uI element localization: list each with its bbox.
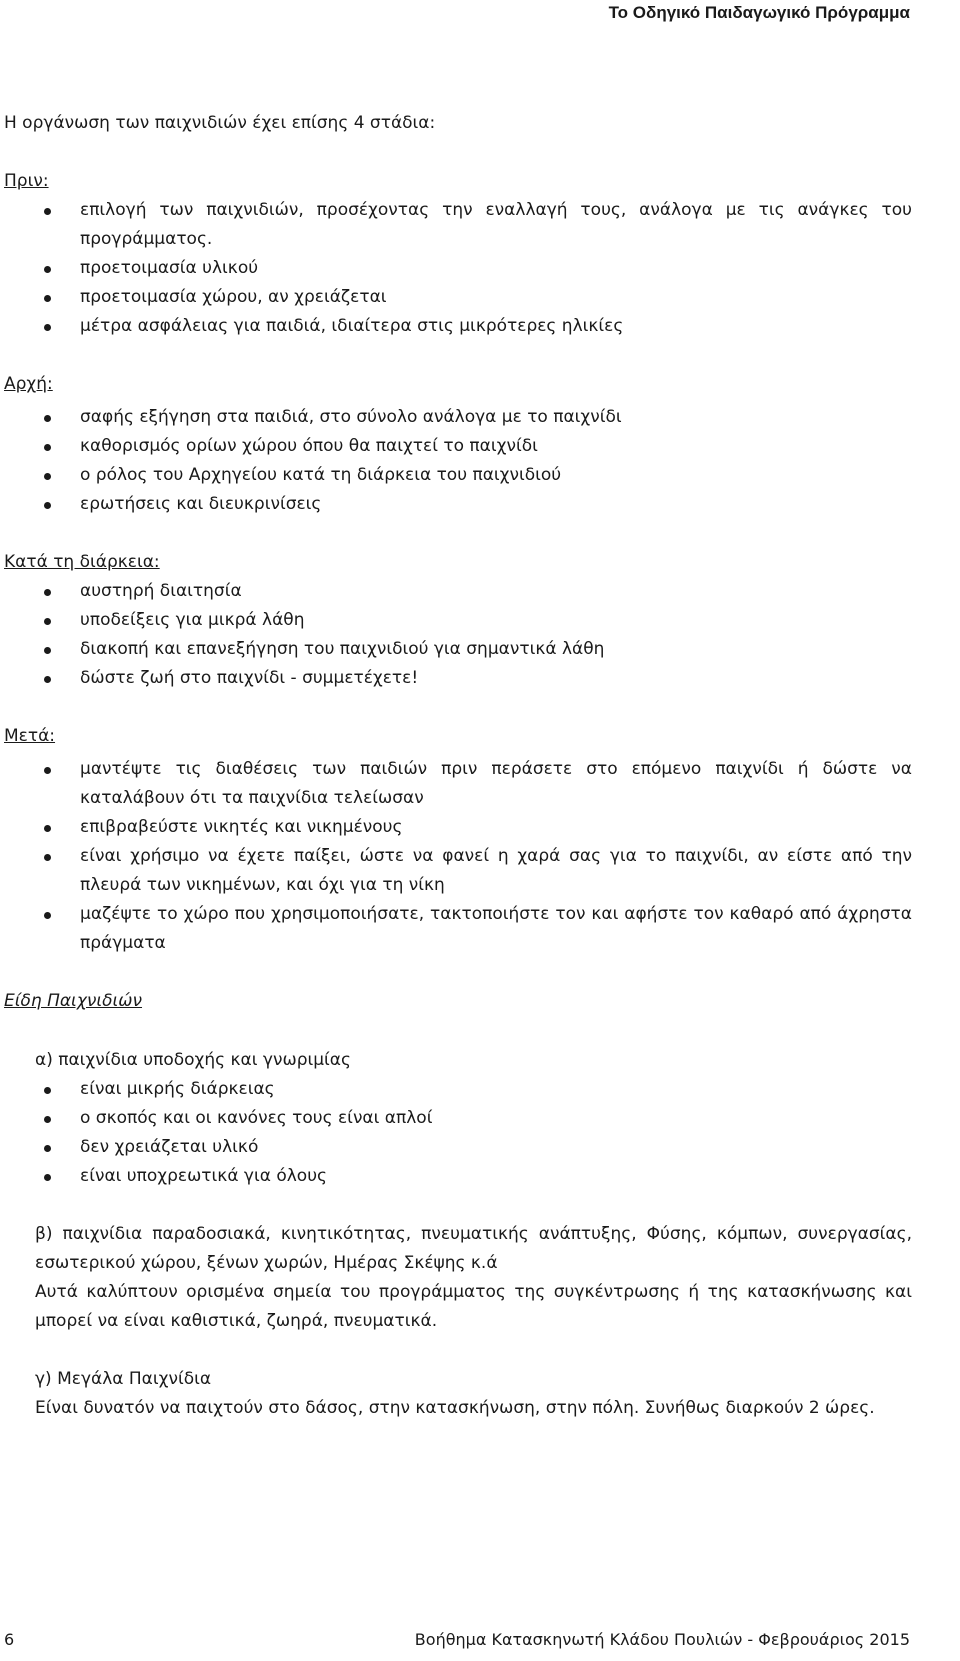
list-item: διακοπή και επανεξήγηση του παιχνιδιού για σημαντικά λάθη (4, 635, 912, 664)
type-b-text: β) παιχνίδια παραδοσιακά, κινητικότητας, πνευματικής ανάπτυξης, Φύσης, κόμπων, συνεργασίας, εσωτερικού χώρου, ξένων χωρών, Ημέρας Σκέψης κ.ά (35, 1224, 912, 1273)
list-item: μαζέψτε το χώρο που χρησιμοποιήσατε, τακτοποιήστε τον και αφήστε τον καθαρό από άχρηστα πράγματα (4, 900, 912, 958)
bullet-icon (44, 767, 51, 774)
game-types-heading: Είδη Παιχνιδιών (4, 991, 143, 1011)
bullet-icon (44, 676, 51, 683)
bullet-icon (44, 266, 51, 273)
type-c-block (4, 1365, 912, 1423)
page-header-title: Το Οδηγικό Παιδαγωγικό Πρόγραμμα (608, 3, 910, 22)
type-a-list (4, 1075, 912, 1191)
type-b-description: Αυτά καλύπτουν ορισμένα σημεία του προγράμματος της συγκέντρωσης ή της κατασκήνωσης και μπορεί να είναι καθιστικά, ζωηρά, πνευματικά. (35, 1282, 912, 1331)
bullet-icon (44, 912, 51, 919)
list-item: ο ρόλος του Αρχηγείου κατά τη διάρκεια του παιχνιδιού (4, 461, 912, 490)
document-body (4, 109, 912, 1423)
list-item: δεν χρειάζεται υλικό (4, 1133, 912, 1162)
bullet-icon (44, 415, 51, 422)
list-item: μαντέψτε τις διαθέσεις των παιδιών πριν περάσετε στο επόμενο παιχνίδι ή δώστε να καταλάβουν ότι τα παιχνίδια τελείωσαν (4, 755, 912, 813)
list-item: καθορισμός ορίων χώρου όπου θα παιχτεί το παιχνίδι (4, 432, 912, 461)
list-item: είναι υποχρεωτικά για όλους (4, 1162, 912, 1191)
type-c-description: Είναι δυνατόν να παιχτούν στο δάσος, στην κατασκήνωση, στην πόλη. Συνήθως διαρκούν 2 ώρες. (35, 1398, 875, 1418)
bullet-icon (44, 618, 51, 625)
list-item: επιβραβεύστε νικητές και νικημένους (4, 813, 912, 842)
stage-start-list (4, 403, 912, 519)
bullet-icon (44, 502, 51, 509)
bullet-icon (44, 825, 51, 832)
bullet-icon (44, 1145, 51, 1152)
bullet-icon (44, 854, 51, 861)
list-item: υποδείξεις για μικρά λάθη (4, 606, 912, 635)
stage-before-list (4, 196, 912, 341)
stage-during-list (4, 577, 912, 693)
stage-after-heading: Μετά: (4, 726, 56, 746)
list-item: δώστε ζωή στο παιχνίδι - συμμετέχετε! (4, 664, 912, 693)
footer-title: Βοήθημα Κατασκηνωτή Κλάδου Πουλιών - Φεβρουάριος 2015 (414, 1630, 910, 1649)
stage-start-heading: Αρχή: (4, 374, 53, 394)
bullet-icon (44, 1116, 51, 1123)
type-b-block (4, 1220, 912, 1336)
list-item: σαφής εξήγηση στα παιδιά, στο σύνολο ανάλογα με το παιχνίδι (4, 403, 912, 432)
bullet-icon (44, 444, 51, 451)
bullet-icon (44, 1174, 51, 1181)
bullet-icon (44, 473, 51, 480)
list-item: μέτρα ασφάλειας για παιδιά, ιδιαίτερα στις μικρότερες ηλικίες (4, 312, 912, 341)
list-item: αυστηρή διαιτησία (4, 577, 912, 606)
intro-text: Η οργάνωση των παιχνιδιών έχει επίσης 4 στάδια: (4, 113, 436, 133)
bullet-icon (44, 589, 51, 596)
list-item: επιλογή των παιχνιδιών, προσέχοντας την εναλλαγή τους, ανάλογα με τις ανάγκες του προγράμματος. (4, 196, 912, 254)
bullet-icon (44, 295, 51, 302)
bullet-icon (44, 208, 51, 215)
list-item: είναι μικρής διάρκειας (4, 1075, 912, 1104)
bullet-icon (44, 324, 51, 331)
bullet-icon (44, 647, 51, 654)
bullet-icon (44, 1087, 51, 1094)
list-item: είναι χρήσιμο να έχετε παίξει, ώστε να φανεί η χαρά σας για το παιχνίδι, αν είστε από την πλευρά των νικημένων, και όχι για τη νίκη (4, 842, 912, 900)
stage-before-heading: Πριν: (4, 171, 49, 191)
type-c-title: γ) Μεγάλα Παιχνίδια (35, 1369, 212, 1389)
stage-after-list (4, 755, 912, 958)
list-item: προετοιμασία χώρου, αν χρειάζεται (4, 283, 912, 312)
list-item: ερωτήσεις και διευκρινίσεις (4, 490, 912, 519)
list-item: ο σκοπός και οι κανόνες τους είναι απλοί (4, 1104, 912, 1133)
type-a-title: α) παιχνίδια υποδοχής και γνωριμίας (35, 1050, 351, 1070)
list-item: προετοιμασία υλικού (4, 254, 912, 283)
stage-during-heading: Κατά τη διάρκεια: (4, 552, 160, 572)
page-number: 6 (4, 1630, 15, 1649)
